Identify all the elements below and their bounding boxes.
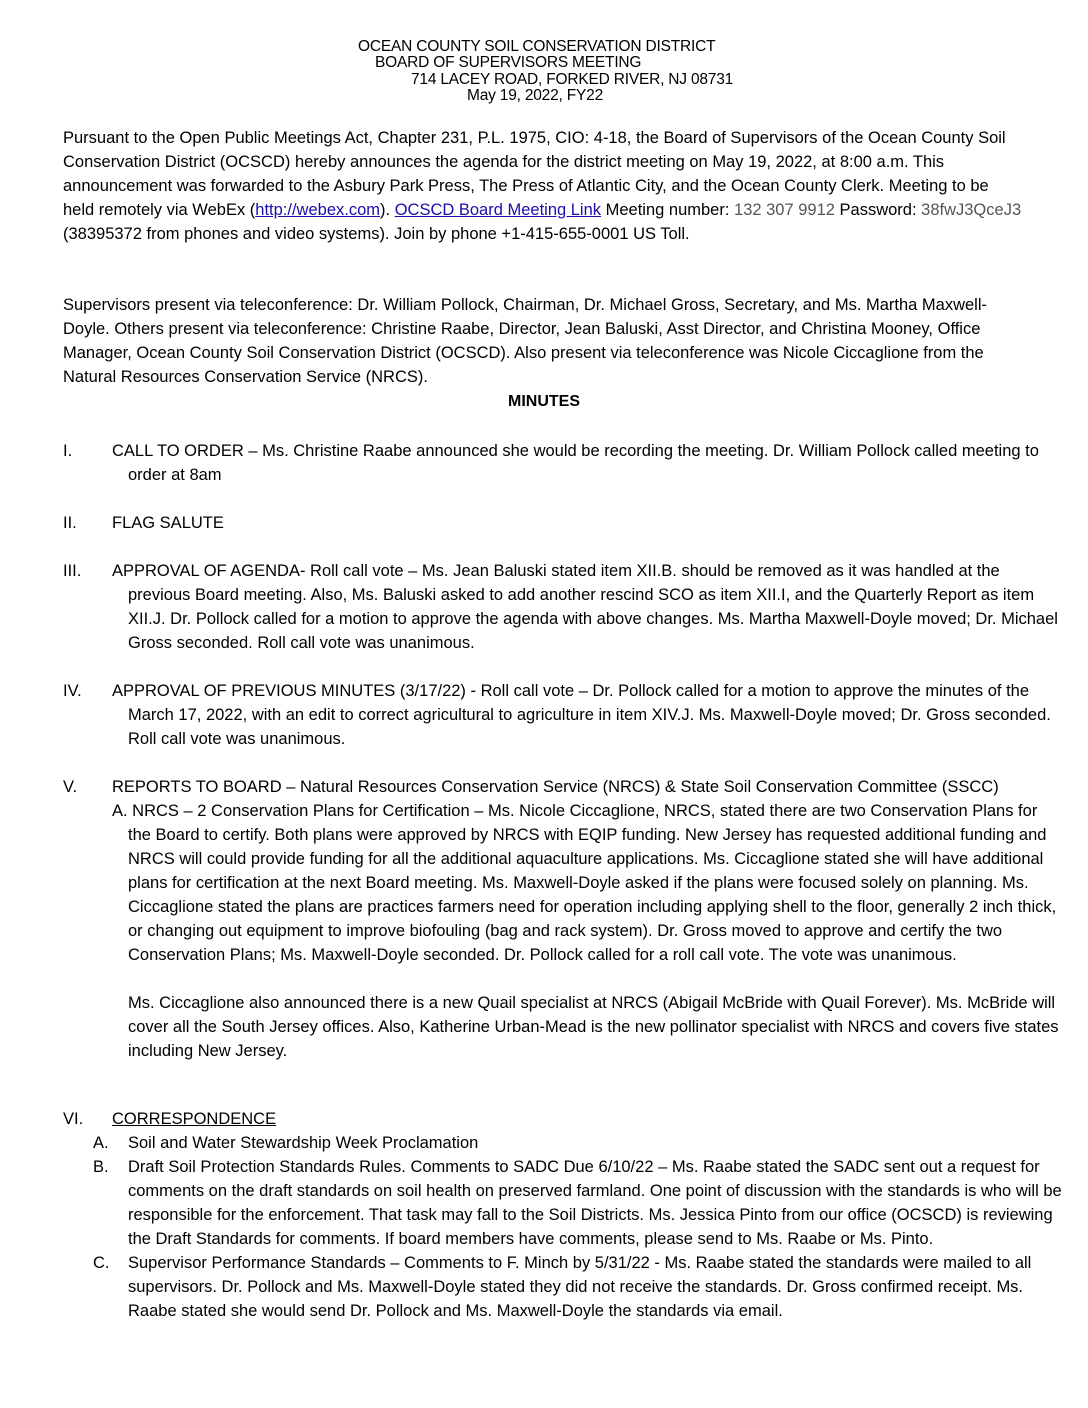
sub-text: Soil and Water Stewardship Week Proclamation: [128, 1134, 479, 1152]
webex-link[interactable]: http://webex.com: [255, 201, 381, 219]
sub-text: Draft Soil Protection Standards Rules. Comments to SADC Due 6/10/22 – Ms. Raabe stated the SADC sent out a request for comments on the draft standards on soil health on preserved farmland. One point of discussion with the standards is who will be responsible for the enforcement. That task may fall to the Soil Districts. Ms. Jessica Pinto from our office (OCSCD) is reviewing the Draft Standards for comments. If board members have comments, please send to Ms. Raabe or Ms. Pinto.: [128, 1158, 1062, 1248]
meeting-number: 132 307 9912: [734, 201, 835, 219]
agenda-item-call-to-order: [63, 439, 1063, 487]
item-number: V.: [63, 778, 78, 796]
item-text: CALL TO ORDER – Ms. Christine Raabe announced she would be recording the meeting. Dr. William Pollock called meeting to order at 8am: [112, 442, 1039, 484]
header-district-name: OCEAN COUNTY SOIL CONSERVATION DISTRICT: [358, 38, 716, 55]
sub-letter: A.: [93, 1134, 109, 1152]
agenda-item-reports-to-board: [63, 775, 1063, 1063]
item-number: II.: [63, 514, 77, 532]
item-text: APPROVAL OF AGENDA- Roll call vote – Ms. Jean Baluski stated item XII.B. should be removed as it was handled at the previous Board meeting. Also, Ms. Baluski asked to add another rescind SCO as item XII.I, and the Quarterly Report as item XII.J. Dr. Pollock called for a motion to approve the agenda with above changes. Ms. Martha Maxwell-Doyle moved; Dr. Michael Gross seconded. Roll call vote was unanimous.: [112, 562, 1058, 652]
intro-text: ).: [380, 201, 395, 219]
sub-text: Supervisor Performance Standards – Comments to F. Minch by 5/31/22 - Ms. Raabe stated the standards were mailed to all supervisors. Dr. Pollock and Ms. Maxwell-Doyle stated they did not receive the standards. Dr. Gross confirmed receipt. Ms. Raabe stated she would send Dr. Pollock and Ms. Maxwell-Doyle the standards via email.: [128, 1254, 1032, 1320]
agenda-item-approval-of-agenda: [63, 559, 1063, 655]
agenda-item-correspondence: [63, 1107, 1063, 1323]
header-meeting-title: BOARD OF SUPERVISORS MEETING: [375, 54, 642, 71]
header-date: May 19, 2022, FY22: [467, 87, 603, 104]
intro-text: Password:: [834, 201, 922, 219]
item-heading: REPORTS TO BOARD – Natural Resources Conservation Service (NRCS) & State Soil Conservation Committee (SSCC): [112, 778, 999, 796]
attendance-paragraph: Supervisors present via teleconference: Dr. William Pollock, Chairman, Dr. Michael Gross, Secretary, and Ms. Martha Maxwell-Doyle. Others present via teleconference: Christine Raabe, Director, Jean Baluski, Asst Director, and Christina Mooney, Office Manager, Ocean County Soil Conservation District (OCSCD). Also present via teleconference was Nicole Ciccaglione from the Natural Resources Conservation Service (NRCS).: [63, 296, 988, 386]
item-text: FLAG SALUTE: [112, 514, 224, 532]
board-meeting-link[interactable]: OCSCD Board Meeting Link: [394, 201, 602, 219]
sub-letter: C.: [93, 1254, 110, 1272]
item-text: APPROVAL OF PREVIOUS MINUTES (3/17/22) - Roll call vote – Dr. Pollock called for a motion to approve the minutes of the March 17, 2022, with an edit to correct agricultural to agriculture in item XIV.J. Ms. Maxwell-Doyle moved; Dr. Gross seconded. Roll call vote was unanimous.: [112, 682, 1051, 748]
item-number: IV.: [63, 682, 82, 700]
item-number: I.: [63, 442, 73, 460]
item-number: VI.: [63, 1110, 84, 1128]
meeting-password: 38fwJ3QceJ3: [921, 201, 1022, 219]
item-number: III.: [63, 562, 82, 580]
intro-text: Pursuant to the Open Public Meetings Act, Chapter 231, P.L. 1975, CIO: 4-18, the Board of Supervisors of the Ocean County Soil Conservation District (OCSCD) hereby announces the agenda for the district meeting on May 19, 2022, at 8:00 a.m. This announcement was forwarded to the Asbury Park Press, The Press of Atlantic City, and the Ocean County Clerk. Meeting to be held remotely via WebEx (: [63, 129, 1006, 219]
intro-text: Meeting number:: [601, 201, 735, 219]
nrcs-report-paragraph: A. NRCS – 2 Conservation Plans for Certification – Ms. Nicole Ciccaglione, NRCS, stated there are two Conservation Plans for the Board to certify. Both plans were approved by NRCS with EQIP funding. New Jersey has requested additional funding and NRCS will could provide funding for all the additional aquaculture applications. Ms. Ciccaglione stated she will have additional plans for certification at the next Board meeting. Ms. Maxwell-Doyle asked if the plans were focused solely on planning. Ms. Ciccaglione stated the plans are practices farmers need for operation including applying shell to the floor, generally 2 inch thick, or changing out equipment to improve biofouling (bag and rack system). Dr. Gross moved to approve and certify the two Conservation Plans; Ms. Maxwell-Doyle seconded. Dr. Pollock called for a roll call vote. The vote was unanimous.: [112, 802, 1057, 964]
nrcs-announcement-paragraph: Ms. Ciccaglione also announced there is a new Quail specialist at NRCS (Abigail McBride with Quail Forever). Ms. McBride will cover all the South Jersey offices. Also, Katherine Urban-Mead is the new pollinator specialist with NRCS and covers five states including New Jersey.: [128, 994, 1059, 1060]
minutes-heading: MINUTES: [508, 393, 580, 410]
item-heading: CORRESPONDENCE: [112, 1110, 277, 1128]
correspondence-item-a: [63, 1131, 1063, 1155]
correspondence-item-c: [63, 1251, 1063, 1323]
agenda-item-flag-salute: [63, 511, 1063, 535]
sub-letter: B.: [93, 1158, 109, 1176]
correspondence-item-b: [63, 1155, 1063, 1251]
header-address: 714 LACEY ROAD, FORKED RIVER, NJ 08731: [411, 71, 734, 88]
intro-text: (38395372 from phones and video systems). Join by phone +1-415-655-0001 US Toll.: [63, 225, 690, 243]
agenda-item-previous-minutes: [63, 679, 1063, 751]
intro-announcement: [63, 126, 1023, 246]
